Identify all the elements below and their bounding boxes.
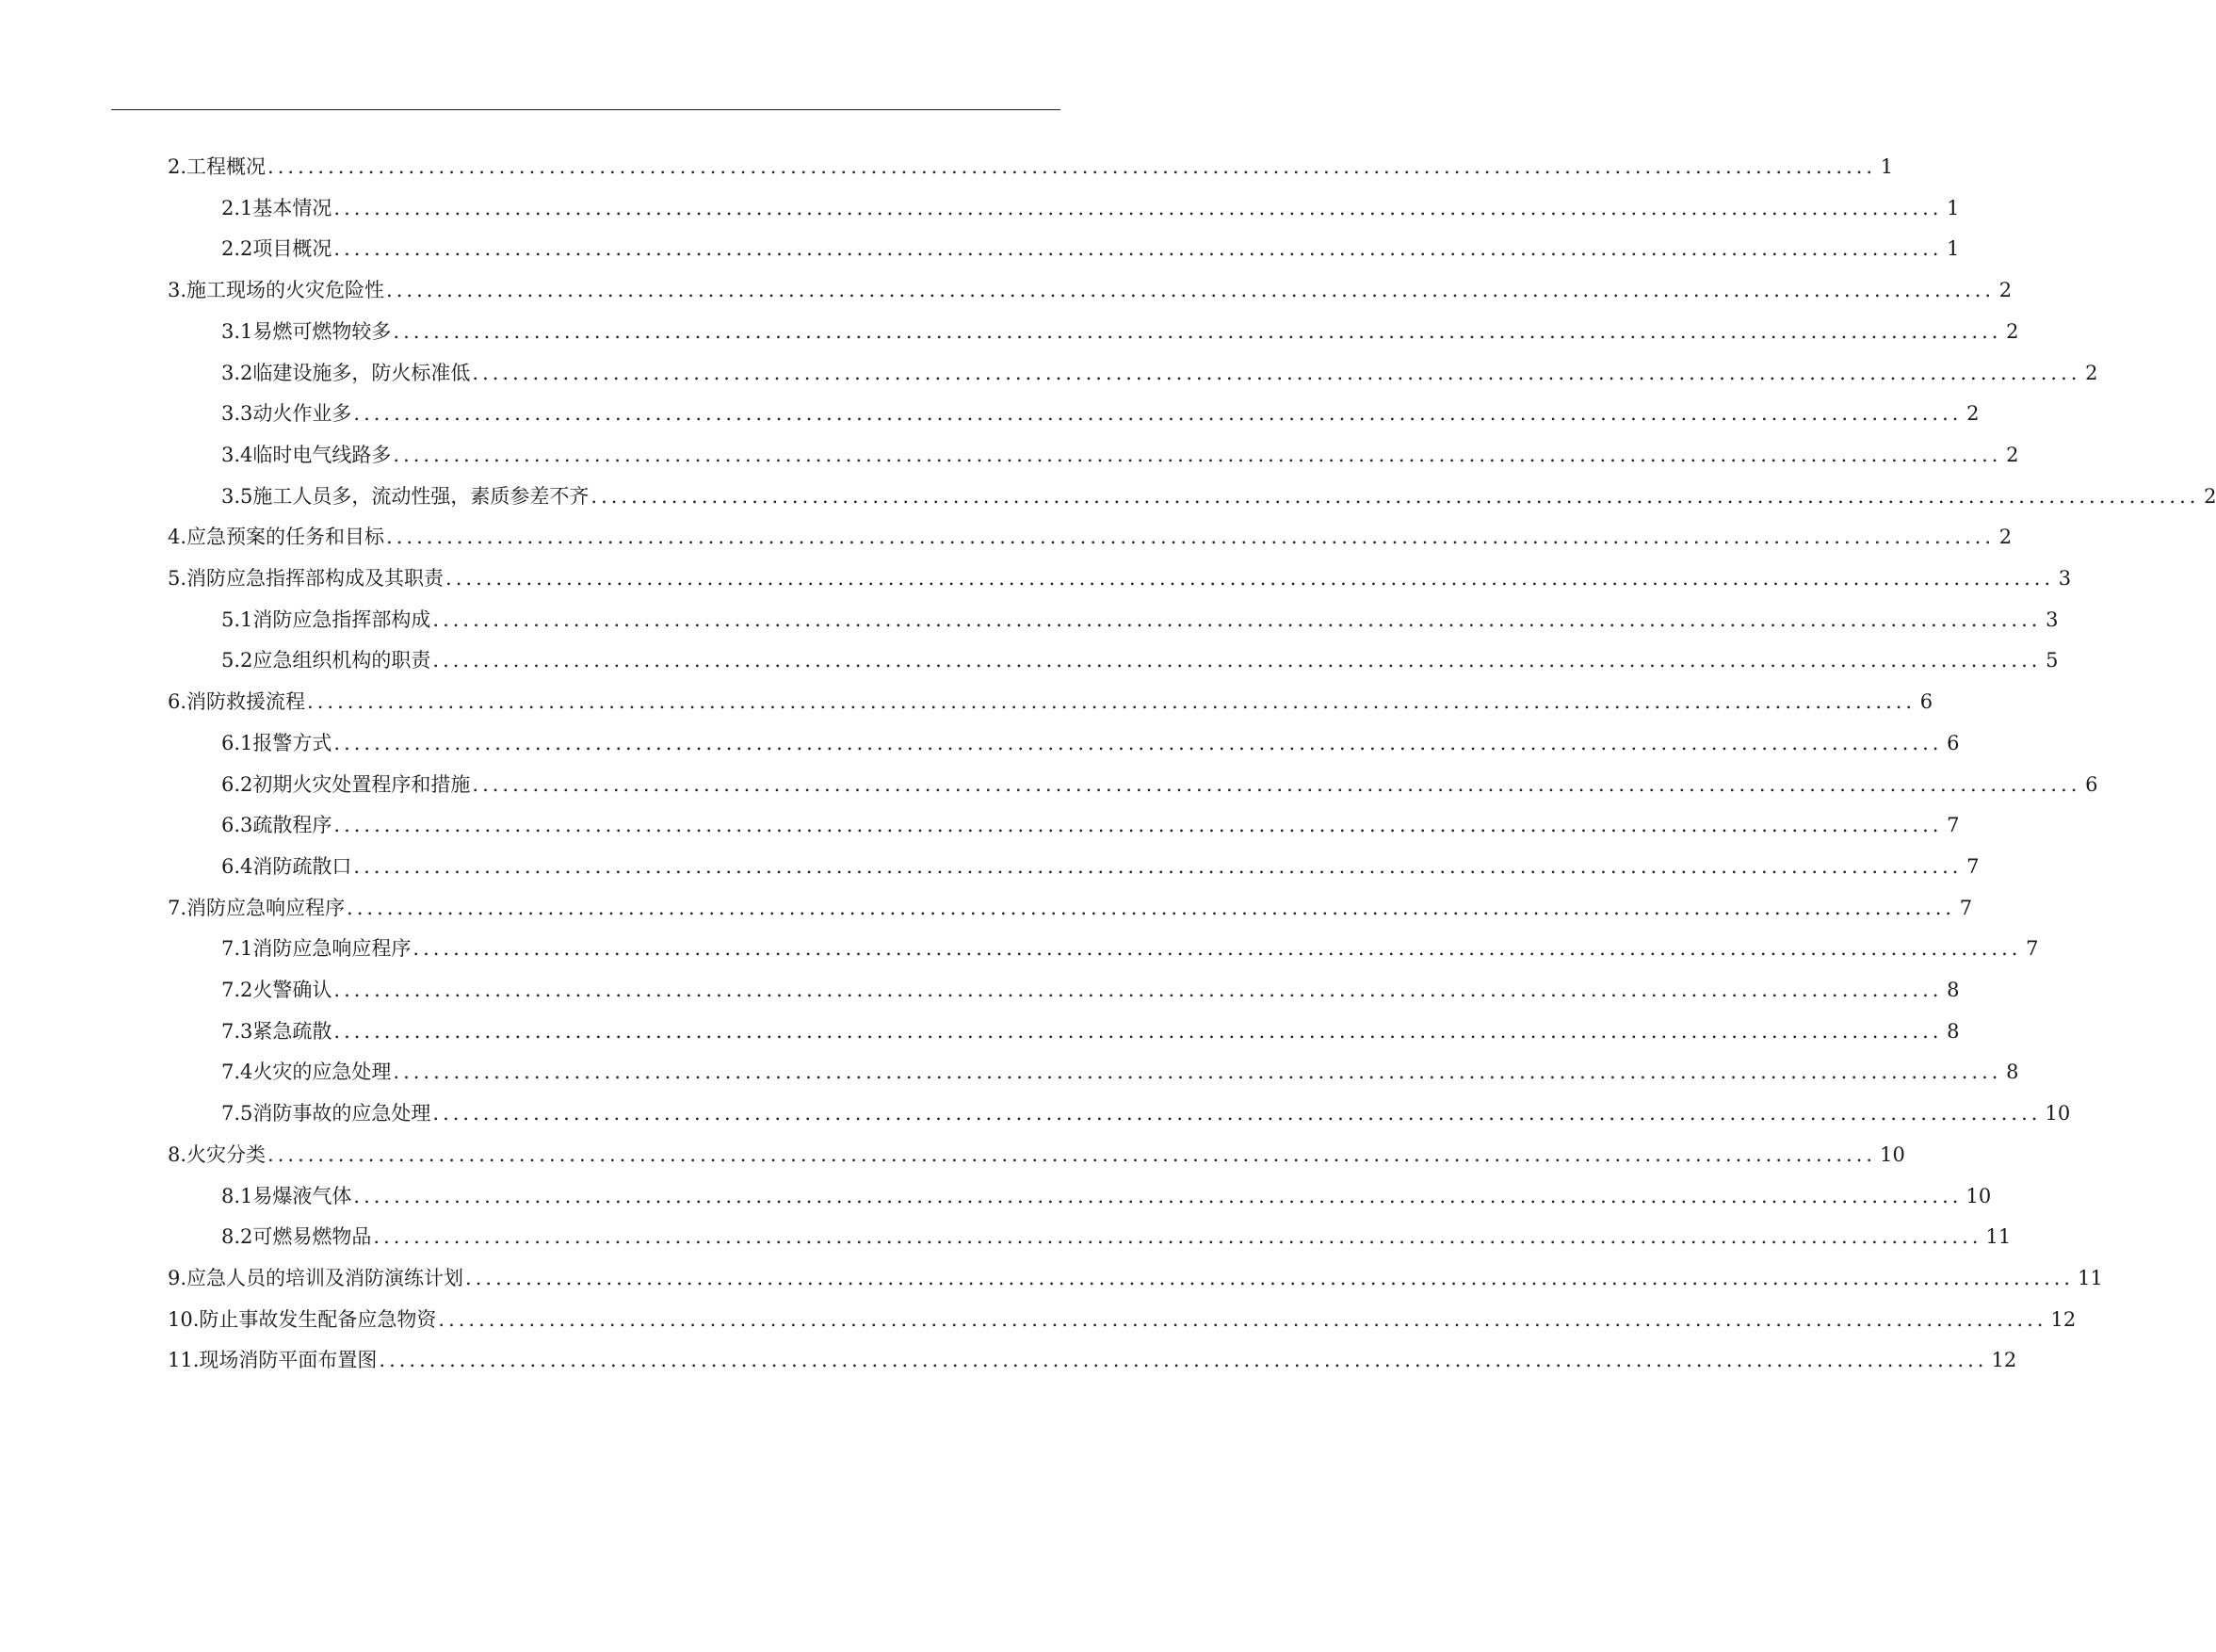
toc-entry[interactable] <box>221 719 1960 756</box>
toc-entry[interactable] <box>221 1007 1960 1045</box>
toc-dot-leader: ................................................................................................................................................................ <box>445 567 2055 590</box>
toc-entry[interactable] <box>221 924 2039 962</box>
toc-entry[interactable] <box>221 801 1960 838</box>
toc-entry-page-number: 3 <box>2058 567 2072 590</box>
toc-dot-leader: ................................................................................................................................................................ <box>373 1225 1982 1249</box>
toc-entry-number: 8. <box>168 1142 187 1166</box>
toc-entry-number: 7.1 <box>221 937 253 961</box>
toc-entry-page-number: 2 <box>1998 526 2013 549</box>
toc-dot-leader: ................................................................................................................................................................ <box>386 526 1996 549</box>
toc-entry-title: 初期火灾处置程序和措施 <box>252 772 471 796</box>
toc-entry-title: 消防应急指挥部构成 <box>252 607 431 631</box>
toc-dot-leader: ................................................................................................................................................................ <box>472 361 2081 384</box>
toc-entry-page-number: 3 <box>2046 607 2059 631</box>
toc-dot-leader: ................................................................................................................................................................ <box>353 1184 1963 1207</box>
toc-entry-title: 疏散程序 <box>252 814 332 837</box>
toc-dot-leader: ................................................................................................................................................................ <box>393 319 2002 343</box>
toc-entry[interactable] <box>221 184 1960 221</box>
toc-entry-title: 消防应急响应程序 <box>186 896 346 919</box>
toc-entry-number: 3.3 <box>221 402 253 426</box>
toc-entry-page-number: 7 <box>1947 814 1960 837</box>
toc-entry-title: 易燃可燃物较多 <box>252 319 392 343</box>
toc-entry[interactable] <box>168 1130 1905 1168</box>
toc-entry-page-number: 10 <box>2045 1102 2071 1126</box>
toc-entry-page-number: 7 <box>1966 854 1980 878</box>
toc-entry-title: 防止事故发生配备应急物资 <box>199 1307 437 1331</box>
toc-entry-title: 现场消防平面布置图 <box>199 1349 378 1372</box>
toc-entry-title: 消防救援流程 <box>186 690 306 714</box>
toc-entry-number: 3. <box>168 279 187 302</box>
toc-entry[interactable] <box>221 307 2019 345</box>
toc-entry-title: 消防疏散口 <box>252 854 352 878</box>
toc-entry-title: 临建设施多，防火标准低 <box>252 361 471 384</box>
toc-entry-number: 2.1 <box>221 196 253 219</box>
toc-entry-number: 6.1 <box>221 731 253 754</box>
toc-entry[interactable] <box>221 1047 2019 1085</box>
toc-entry-number: 6.4 <box>221 854 253 878</box>
toc-entry-page-number: 6 <box>2085 772 2098 796</box>
toc-entry-title: 火警确认 <box>252 979 332 1001</box>
toc-entry-number: 7.2 <box>221 979 253 1001</box>
toc-entry-number: 3.5 <box>221 484 253 508</box>
toc-entry-number: 6.2 <box>221 772 253 796</box>
toc-entry[interactable] <box>168 142 1894 180</box>
toc-dot-leader: ................................................................................................................................................................ <box>333 1019 1943 1043</box>
toc-dot-leader: ................................................................................................................................................................ <box>333 237 1943 261</box>
toc-entry-page-number: 2 <box>1998 279 2013 302</box>
toc-dot-leader: ................................................................................................................................................................ <box>393 443 2002 466</box>
toc-entry-title: 应急预案的任务和目标 <box>186 526 385 549</box>
toc-dot-leader: ................................................................................................................................................................ <box>353 854 1963 878</box>
toc-entry-page-number: 6 <box>1919 690 1933 714</box>
toc-dot-leader: ................................................................................................................................................................ <box>432 649 2042 672</box>
toc-entry-number: 3.2 <box>221 361 253 384</box>
toc-entry-title: 施工现场的火灾危险性 <box>186 279 385 302</box>
header-rule <box>111 109 1060 110</box>
toc-entry-title: 工程概况 <box>186 155 267 178</box>
toc-entry-title: 紧急疏散 <box>252 1019 332 1043</box>
toc-entry-number: 5. <box>168 567 187 590</box>
toc-dot-leader: ................................................................................................................................................................ <box>353 402 1963 426</box>
toc-entry[interactable] <box>221 965 1960 1003</box>
toc-dot-leader: ................................................................................................................................................................ <box>333 979 1943 1001</box>
toc-dot-leader: ................................................................................................................................................................ <box>412 937 2022 961</box>
toc-entry[interactable] <box>221 1212 2012 1250</box>
toc-entry[interactable] <box>221 1089 2071 1126</box>
toc-entry-title: 动火作业多 <box>252 402 352 426</box>
toc-entry-page-number: 2 <box>2085 361 2098 384</box>
toc-entry[interactable] <box>221 842 1980 880</box>
toc-entry[interactable] <box>221 595 2059 633</box>
toc-entry-title: 火灾的应急处理 <box>252 1061 392 1084</box>
toc-entry[interactable] <box>168 1295 2077 1333</box>
toc-dot-leader: ................................................................................................................................................................ <box>386 279 1996 302</box>
toc-dot-leader: ................................................................................................................................................................ <box>307 690 1917 714</box>
toc-entry[interactable] <box>168 554 2072 591</box>
toc-entry-page-number: 2 <box>2204 484 2216 508</box>
toc-entry[interactable] <box>221 224 1960 262</box>
toc-entry-number: 9. <box>168 1266 187 1289</box>
toc-entry-title: 报警方式 <box>252 731 332 754</box>
toc-dot-leader: ................................................................................................................................................................ <box>267 155 1877 178</box>
toc-dot-leader: ................................................................................................................................................................ <box>465 1266 2075 1289</box>
toc-entry-title: 基本情况 <box>252 196 332 219</box>
toc-entry[interactable] <box>168 512 2013 550</box>
toc-entry-number: 2.2 <box>221 237 253 261</box>
toc-entry-title: 施工人员多，流动性强，素质参差不齐 <box>252 484 590 508</box>
toc-entry-number: 7.4 <box>221 1061 253 1084</box>
toc-dot-leader: ................................................................................................................................................................ <box>590 484 2200 508</box>
toc-entry[interactable] <box>168 883 1973 921</box>
toc-entry-page-number: 1 <box>1947 196 1960 219</box>
toc-entry-title: 临时电气线路多 <box>252 443 392 466</box>
toc-entry-title: 消防应急响应程序 <box>252 937 412 961</box>
toc-entry[interactable] <box>221 1172 1992 1209</box>
toc-entry-page-number: 7 <box>1959 896 1973 919</box>
toc-entry-number: 4. <box>168 526 187 549</box>
toc-dot-leader: ................................................................................................................................................................ <box>438 1307 2047 1331</box>
toc-entry-page-number: 8 <box>1947 979 1960 1001</box>
toc-entry[interactable] <box>168 266 2013 303</box>
toc-dot-leader: ................................................................................................................................................................ <box>347 896 1956 919</box>
toc-entry-page-number: 10 <box>1965 1184 1992 1207</box>
toc-entry[interactable] <box>221 472 2216 510</box>
toc-dot-leader: ................................................................................................................................................................ <box>333 731 1943 754</box>
toc-entry[interactable] <box>221 760 2098 798</box>
toc-entry[interactable] <box>221 636 2059 673</box>
toc-entry-page-number: 2 <box>2006 443 2019 466</box>
toc-entry-page-number: 5 <box>2046 649 2059 672</box>
toc-entry-page-number: 11 <box>1985 1225 2012 1249</box>
toc-entry-number: 7. <box>168 896 187 919</box>
toc-entry-page-number: 11 <box>2078 1266 2103 1289</box>
toc-entry-page-number: 2 <box>1966 402 1980 426</box>
toc-entry-number: 8.2 <box>221 1225 253 1249</box>
toc-entry[interactable] <box>168 1336 2017 1373</box>
toc-entry-number: 7.3 <box>221 1019 253 1043</box>
toc-entry-title: 消防事故的应急处理 <box>252 1102 431 1126</box>
toc-entry-number: 7.5 <box>221 1102 253 1126</box>
toc-entry-title: 消防应急指挥部构成及其职责 <box>186 567 445 590</box>
toc-entry-page-number: 2 <box>2006 319 2019 343</box>
toc-entry[interactable] <box>168 677 1933 715</box>
toc-entry-title: 应急组织机构的职责 <box>252 649 431 672</box>
toc-entry-number: 8.1 <box>221 1184 253 1207</box>
toc-dot-leader: ................................................................................................................................................................ <box>267 1142 1877 1166</box>
toc-entry-number: 11. <box>168 1349 200 1372</box>
toc-entry-page-number: 10 <box>1880 1142 1905 1166</box>
toc-entry-number: 5.2 <box>221 649 253 672</box>
toc-entry[interactable] <box>221 389 1980 427</box>
toc-dot-leader: ................................................................................................................................................................ <box>432 1102 2042 1126</box>
toc-entry[interactable] <box>168 1254 2103 1291</box>
toc-entry-number: 10. <box>168 1307 200 1331</box>
toc-entry-page-number: 1 <box>1947 237 1960 261</box>
toc-dot-leader: ................................................................................................................................................................ <box>472 772 2081 796</box>
toc-dot-leader: ................................................................................................................................................................ <box>333 814 1943 837</box>
toc-entry[interactable] <box>221 348 2098 386</box>
toc-entry-title: 火灾分类 <box>186 1142 267 1166</box>
toc-entry-page-number: 8 <box>2006 1061 2019 1084</box>
toc-entry-page-number: 1 <box>1880 155 1894 178</box>
toc-entry-page-number: 7 <box>2026 937 2039 961</box>
toc-entry-number: 6. <box>168 690 187 714</box>
toc-entry-page-number: 8 <box>1947 1019 1960 1043</box>
toc-entry-title: 可燃易燃物品 <box>252 1225 372 1249</box>
toc-entry-number: 3.1 <box>221 319 253 343</box>
toc-entry-number: 5.1 <box>221 607 253 631</box>
toc-entry-page-number: 12 <box>2050 1307 2077 1331</box>
toc-entry-page-number: 12 <box>1991 1349 2017 1372</box>
toc-dot-leader: ................................................................................................................................................................ <box>432 607 2042 631</box>
toc-entry-page-number: 6 <box>1947 731 1960 754</box>
toc-entry-title: 易爆液气体 <box>252 1184 352 1207</box>
toc-dot-leader: ................................................................................................................................................................ <box>333 196 1943 219</box>
toc-entry-number: 6.3 <box>221 814 253 837</box>
toc-entry-number: 3.4 <box>221 443 253 466</box>
toc-entry-title: 应急人员的培训及消防演练计划 <box>186 1266 464 1289</box>
toc-entry-number: 2. <box>168 155 187 178</box>
toc-entry-title: 项目概况 <box>252 237 332 261</box>
toc-entry[interactable] <box>221 430 2019 468</box>
toc-dot-leader: ................................................................................................................................................................ <box>393 1061 2002 1084</box>
toc-dot-leader: ................................................................................................................................................................ <box>379 1349 1988 1372</box>
